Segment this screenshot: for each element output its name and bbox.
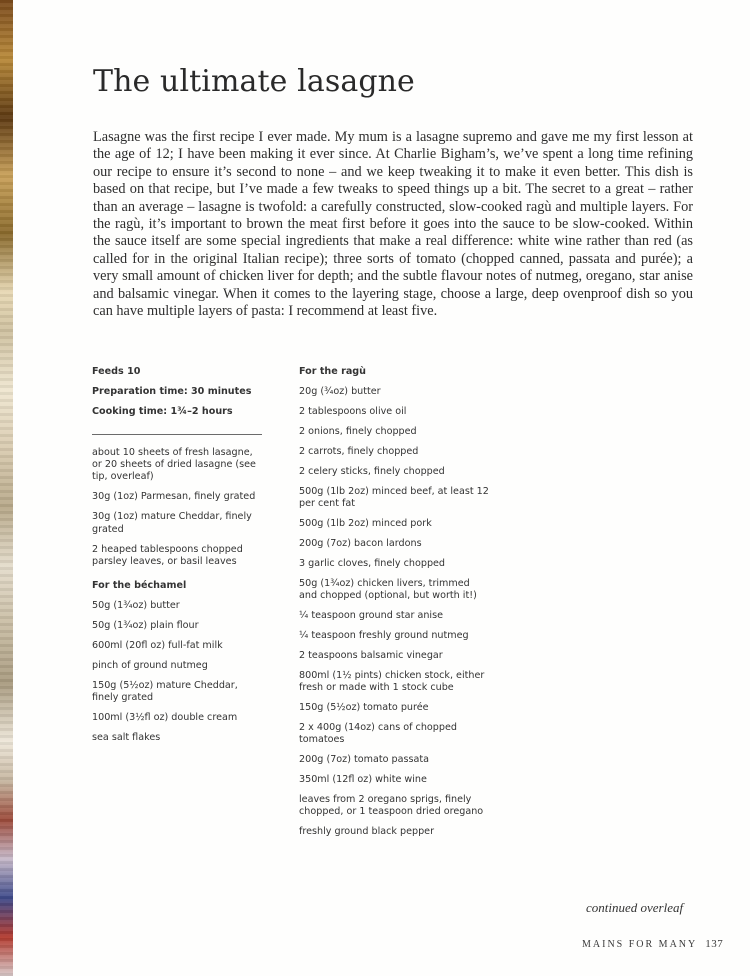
ingredient-item: 20g (¾oz) butter [299,386,381,397]
ingredient-item: 350ml (12fl oz) white wine [299,774,427,786]
ingredient-item: 2 onions, finely chopped [299,425,417,437]
ingredient-item: ¼ teaspoon freshly ground nutmeg [299,629,469,641]
ingredient-item: 800ml (1½ pints) chicken stock, either fresh or made with 1 stock cube [299,669,485,693]
ingredient-item: 30g (1oz) mature Cheddar, finely grated [92,511,252,535]
food-photo-edge [0,0,13,976]
ingredient-item: 2 celery sticks, finely chopped [299,465,445,477]
cook-time: Cooking time: 1¾–2 hours [92,406,233,418]
right-column [299,366,489,846]
ingredient-item: 150g (5½oz) tomato purée [299,701,429,713]
ragu-heading: For the ragù [299,366,366,377]
bechamel-heading: For the béchamel [92,580,187,592]
ingredient-item: 2 heaped tablespoons chopped parsley leaves, or basil leaves [92,543,243,567]
ingredient-item: 30g (1oz) Parmesan, finely grated [92,491,256,503]
recipe-title: The ultimate lasagne [93,64,415,99]
ingredient-item: 50g (1¾oz) chicken livers, trimmed and chopped (optional, but worth it!) [299,577,477,601]
ingredient-item: 500g (1lb 2oz) minced pork [299,517,432,529]
ragu-ingredient-list [299,386,489,839]
page-footer [582,938,723,950]
ingredient-item: freshly ground black pepper [299,826,435,838]
ingredient-item: 2 tablespoons olive oil [299,405,407,417]
section-name: MAINS FOR MANY [582,939,698,950]
servings: Feeds 10 [92,366,141,377]
ingredient-item: sea salt flakes [92,732,161,744]
ingredient-item: 50g (1¾oz) butter [92,600,180,612]
ingredient-item: 150g (5½oz) mature Cheddar, finely grated [92,679,238,704]
ingredient-item: pinch of ground nutmeg [92,660,208,672]
ingredient-item: ¼ teaspoon ground star anise [299,609,443,621]
ingredient-item: 200g (7oz) bacon lardons [299,537,422,549]
left-column [92,366,264,752]
recipe-intro: Lasagne was the first recipe I ever made. My mum is a lasagne supremo and gave me my first lesson at the age of 12; I have been making it ever since. At Charlie Bigham’s, we’ve spent a long time refining our recipe to ensure it’s second to none – and we keep tweaking it to make it even better. This dish is based on that recipe, but I’ve made a few tweaks to speed things up a bit. The secret to a great – rather than an average – lasagne is twofold: a carefully constructed, slow-cooked ragù and multiple layers. For the ragù, it’s important to brown the meat first before it goes into the sauce to be slow-cooked. Within the sauce itself are some special ingredients that make a real difference: white wine rather than red (as called for in the original Italian recipe); three sorts of tomato (chopped canned, passata and purée); a very small amount of chicken liver for depth; and the subtle flavour notes of nutmeg, oregano, star anise and balsamic vinegar. When it comes to the layering stage, choose a large, deep ovenproof dish so you can have multiple layers of pasta: I recommend at least five. [93,129,693,320]
divider [92,434,262,435]
ingredient-item: 50g (1¾oz) plain flour [92,620,199,632]
prep-time: Preparation time: 30 minutes [92,386,252,398]
ingredient-item: 200g (7oz) tomato passata [299,754,430,766]
ingredient-item: leaves from 2 oregano sprigs, finely chopped, or 1 teaspoon dried oregano [299,793,484,818]
page-number: 137 [705,938,724,950]
ingredient-item: 2 teaspoons balsamic vinegar [299,649,443,661]
continued-note: continued overleaf [586,900,684,915]
main-ingredient-list [92,447,264,569]
ingredient-item: 600ml (20fl oz) full-fat milk [92,640,223,652]
ingredient-item: 2 carrots, finely chopped [299,445,419,457]
bechamel-ingredient-list [92,600,264,744]
ingredient-item: 2 x 400g (14oz) cans of chopped tomatoes [299,721,457,746]
ingredient-item: 500g (1lb 2oz) minced beef, at least 12 per cent fat [299,485,489,509]
ingredient-item: 100ml (3½fl oz) double cream [92,712,238,724]
ingredient-item: about 10 sheets of fresh lasagne, or 20 sheets of dried lasagne (see tip, overleaf) [92,446,256,483]
ingredient-item: 3 garlic cloves, finely chopped [299,557,446,569]
